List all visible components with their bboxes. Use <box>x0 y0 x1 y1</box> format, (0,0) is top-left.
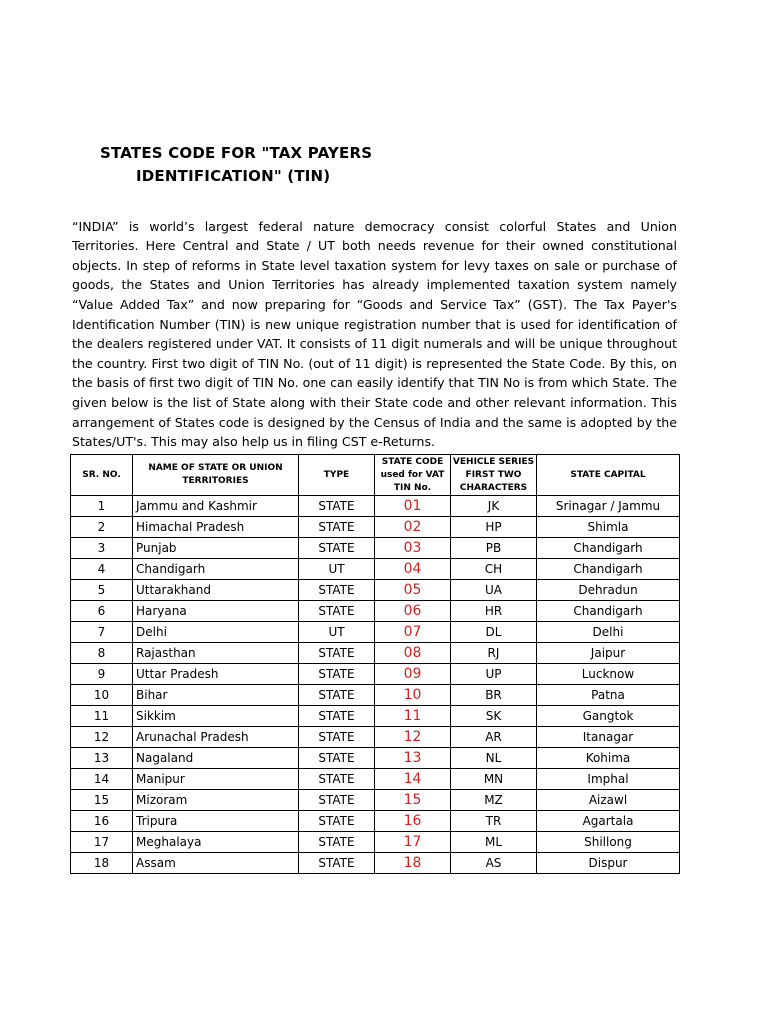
state-code-cell: 04 <box>375 559 451 580</box>
vehicle-series-cell: AR <box>451 727 537 748</box>
vehicle-series-cell: CH <box>451 559 537 580</box>
type-cell: STATE <box>299 643 375 664</box>
state-capital-cell: Chandigarh <box>537 559 680 580</box>
state-code-table <box>70 454 680 874</box>
vehicle-series-cell: NL <box>451 748 537 769</box>
table-row <box>71 748 680 769</box>
state-name-cell: Himachal Pradesh <box>133 517 299 538</box>
sr-no-cell: 13 <box>71 748 133 769</box>
sr-no-cell: 9 <box>71 664 133 685</box>
sr-no-cell: 11 <box>71 706 133 727</box>
table-header-row <box>71 455 680 496</box>
state-name-cell: Uttarakhand <box>133 580 299 601</box>
state-name-cell: Meghalaya <box>133 832 299 853</box>
state-name-cell: Manipur <box>133 769 299 790</box>
type-cell: STATE <box>299 832 375 853</box>
vehicle-series-cell: TR <box>451 811 537 832</box>
table-body <box>71 496 680 874</box>
state-capital-cell: Agartala <box>537 811 680 832</box>
state-name-cell: Bihar <box>133 685 299 706</box>
type-cell: UT <box>299 622 375 643</box>
state-code-cell: 09 <box>375 664 451 685</box>
type-cell: STATE <box>299 496 375 517</box>
state-capital-cell: Patna <box>537 685 680 706</box>
state-capital-cell: Dispur <box>537 853 680 874</box>
vehicle-series-cell: UA <box>451 580 537 601</box>
table-row <box>71 559 680 580</box>
state-name-cell: Punjab <box>133 538 299 559</box>
intro-paragraph: “INDIA” is world’s largest federal nature democracy consist colorful States and Union Territories. Here Central and State / UT both needs revenue for their owned constitutional objects. In step of reforms in State level taxation system for levy taxes on sale or purchase of goods, the States and Union Territories has already implemented taxation system namely “Value Added Tax” and now preparing for “Goods and Service Tax” (GST). The Tax Payer's Identification Number (TIN) is new unique registration number that is used for identification of the dealers registered under VAT. It consists of 11 digit numerals and will be unique throughout the country. First two digit of TIN No. (out of 11 digit) is represented the State Code. By this, on the basis of first two digit of TIN No. one can easily identify that TIN No is from which State. The given below is the list of State along with their State code and other relevant information. This arrangement of States code is designed by the Census of India and the same is adopted by the States/UT's. This may also help us in filing CST e-Returns. <box>72 218 677 450</box>
vehicle-series-cell: MN <box>451 769 537 790</box>
state-name-cell: Rajasthan <box>133 643 299 664</box>
sr-no-cell: 18 <box>71 853 133 874</box>
vehicle-series-cell: SK <box>451 706 537 727</box>
title-line-1: STATES CODE FOR "TAX PAYERS <box>100 144 373 162</box>
state-capital-cell: Shimla <box>537 517 680 538</box>
type-cell: STATE <box>299 853 375 874</box>
header-state-code: STATE CODE used for VAT TIN No. <box>375 455 451 496</box>
state-name-cell: Arunachal Pradesh <box>133 727 299 748</box>
vehicle-series-cell: MZ <box>451 790 537 811</box>
state-name-cell: Assam <box>133 853 299 874</box>
header-state-name: NAME OF STATE OR UNION TERRITORIES <box>133 455 299 496</box>
state-code-cell: 11 <box>375 706 451 727</box>
state-code-cell: 14 <box>375 769 451 790</box>
state-code-cell: 03 <box>375 538 451 559</box>
sr-no-cell: 16 <box>71 811 133 832</box>
page-title <box>100 142 372 188</box>
state-code-cell: 16 <box>375 811 451 832</box>
sr-no-cell: 5 <box>71 580 133 601</box>
state-code-cell: 07 <box>375 622 451 643</box>
type-cell: STATE <box>299 685 375 706</box>
table-row <box>71 580 680 601</box>
state-capital-cell: Srinagar / Jammu <box>537 496 680 517</box>
table-row <box>71 706 680 727</box>
type-cell: STATE <box>299 748 375 769</box>
state-capital-cell: Dehradun <box>537 580 680 601</box>
table-row <box>71 790 680 811</box>
sr-no-cell: 10 <box>71 685 133 706</box>
state-capital-cell: Kohima <box>537 748 680 769</box>
state-capital-cell: Itanagar <box>537 727 680 748</box>
state-capital-cell: Lucknow <box>537 664 680 685</box>
table-row <box>71 496 680 517</box>
state-code-cell: 10 <box>375 685 451 706</box>
table-row <box>71 622 680 643</box>
vehicle-series-cell: HR <box>451 601 537 622</box>
state-code-cell: 18 <box>375 853 451 874</box>
state-code-cell: 13 <box>375 748 451 769</box>
table-row <box>71 538 680 559</box>
type-cell: STATE <box>299 790 375 811</box>
type-cell: STATE <box>299 664 375 685</box>
sr-no-cell: 6 <box>71 601 133 622</box>
header-vehicle-series: VEHICLE SERIES FIRST TWO CHARACTERS <box>451 455 537 496</box>
header-sr-no: SR. NO. <box>71 455 133 496</box>
state-name-cell: Nagaland <box>133 748 299 769</box>
state-code-cell: 08 <box>375 643 451 664</box>
vehicle-series-cell: ML <box>451 832 537 853</box>
state-name-cell: Tripura <box>133 811 299 832</box>
state-code-cell: 06 <box>375 601 451 622</box>
header-type: TYPE <box>299 455 375 496</box>
vehicle-series-cell: UP <box>451 664 537 685</box>
state-code-cell: 05 <box>375 580 451 601</box>
table-row <box>71 853 680 874</box>
type-cell: STATE <box>299 538 375 559</box>
sr-no-cell: 12 <box>71 727 133 748</box>
state-code-cell: 02 <box>375 517 451 538</box>
sr-no-cell: 17 <box>71 832 133 853</box>
vehicle-series-cell: DL <box>451 622 537 643</box>
type-cell: STATE <box>299 769 375 790</box>
table-row <box>71 685 680 706</box>
header-state-capital: STATE CAPITAL <box>537 455 680 496</box>
vehicle-series-cell: PB <box>451 538 537 559</box>
type-cell: STATE <box>299 706 375 727</box>
state-capital-cell: Gangtok <box>537 706 680 727</box>
state-code-cell: 01 <box>375 496 451 517</box>
state-name-cell: Jammu and Kashmir <box>133 496 299 517</box>
state-name-cell: Delhi <box>133 622 299 643</box>
state-name-cell: Sikkim <box>133 706 299 727</box>
type-cell: STATE <box>299 811 375 832</box>
table-row <box>71 769 680 790</box>
title-line-2: IDENTIFICATION" (TIN) <box>136 167 331 185</box>
state-capital-cell: Chandigarh <box>537 601 680 622</box>
state-name-cell: Haryana <box>133 601 299 622</box>
table-row <box>71 517 680 538</box>
state-code-cell: 15 <box>375 790 451 811</box>
table-row <box>71 811 680 832</box>
sr-no-cell: 3 <box>71 538 133 559</box>
state-capital-cell: Aizawl <box>537 790 680 811</box>
type-cell: STATE <box>299 517 375 538</box>
sr-no-cell: 15 <box>71 790 133 811</box>
type-cell: UT <box>299 559 375 580</box>
table-row <box>71 601 680 622</box>
vehicle-series-cell: HP <box>451 517 537 538</box>
vehicle-series-cell: BR <box>451 685 537 706</box>
vehicle-series-cell: RJ <box>451 643 537 664</box>
sr-no-cell: 2 <box>71 517 133 538</box>
state-name-cell: Mizoram <box>133 790 299 811</box>
state-code-cell: 17 <box>375 832 451 853</box>
table-row <box>71 664 680 685</box>
state-capital-cell: Delhi <box>537 622 680 643</box>
state-capital-cell: Imphal <box>537 769 680 790</box>
sr-no-cell: 4 <box>71 559 133 580</box>
table-row <box>71 727 680 748</box>
state-capital-cell: Shillong <box>537 832 680 853</box>
sr-no-cell: 7 <box>71 622 133 643</box>
state-name-cell: Uttar Pradesh <box>133 664 299 685</box>
state-capital-cell: Jaipur <box>537 643 680 664</box>
vehicle-series-cell: AS <box>451 853 537 874</box>
state-capital-cell: Chandigarh <box>537 538 680 559</box>
table-row <box>71 643 680 664</box>
type-cell: STATE <box>299 580 375 601</box>
state-name-cell: Chandigarh <box>133 559 299 580</box>
table-row <box>71 832 680 853</box>
sr-no-cell: 1 <box>71 496 133 517</box>
sr-no-cell: 8 <box>71 643 133 664</box>
sr-no-cell: 14 <box>71 769 133 790</box>
type-cell: STATE <box>299 727 375 748</box>
state-code-cell: 12 <box>375 727 451 748</box>
vehicle-series-cell: JK <box>451 496 537 517</box>
type-cell: STATE <box>299 601 375 622</box>
